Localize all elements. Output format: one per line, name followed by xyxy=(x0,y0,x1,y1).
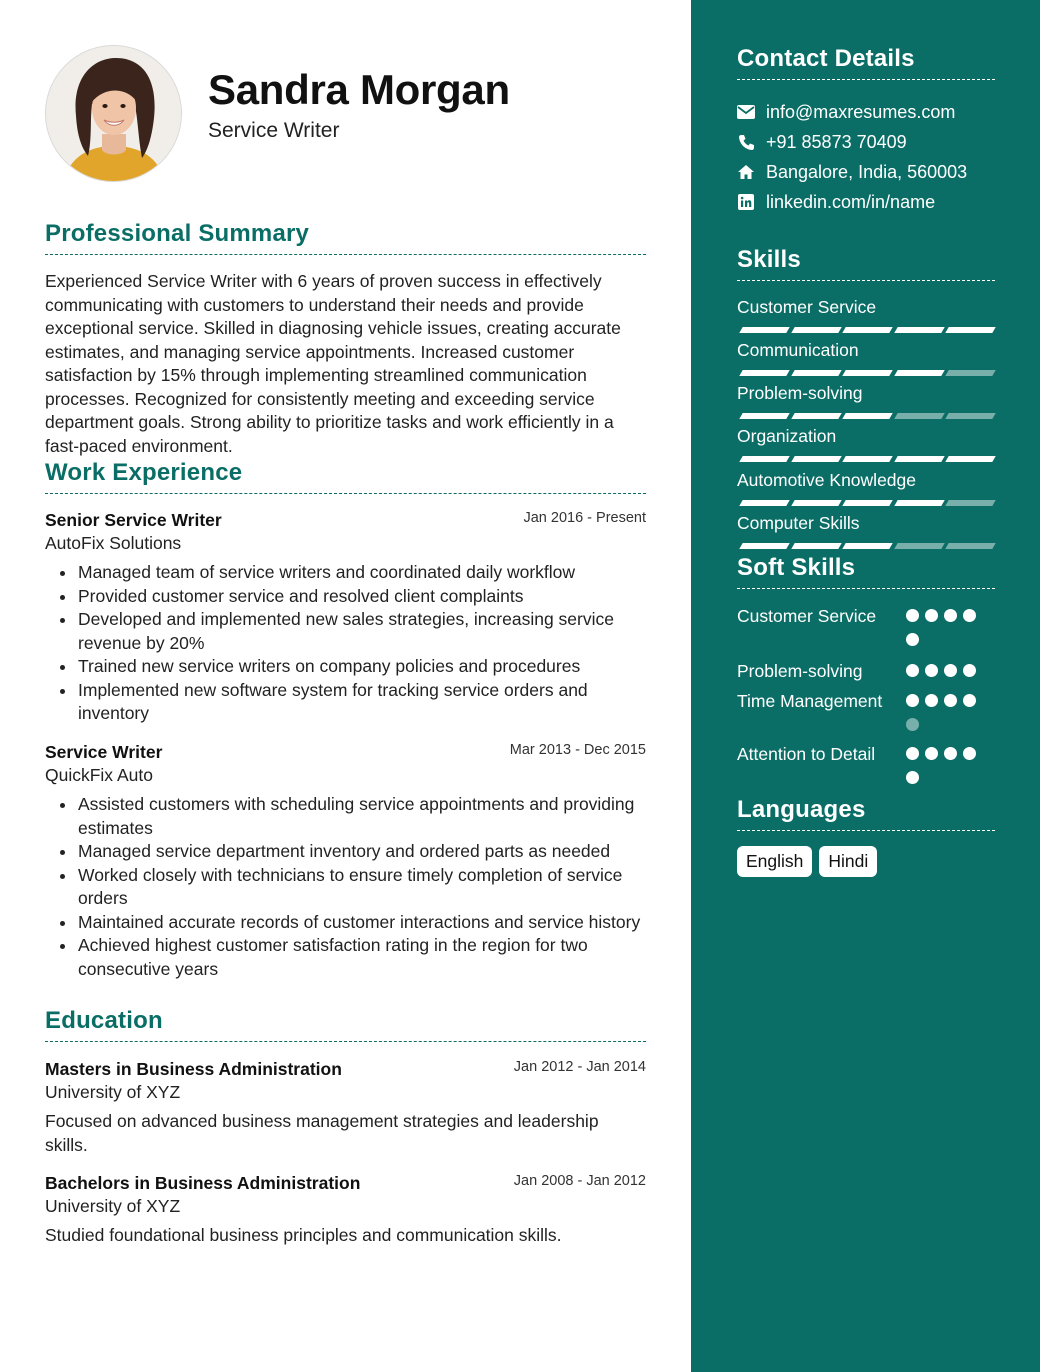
soft-skill-name: Problem-solving xyxy=(737,661,863,681)
skill-level-bar xyxy=(737,543,993,549)
candidate-name: Sandra Morgan xyxy=(208,66,510,113)
skill-name: Automotive Knowledge xyxy=(737,470,916,490)
skill-name: Organization xyxy=(737,426,837,446)
linkedin-icon xyxy=(737,193,755,211)
rating-dot xyxy=(906,747,919,760)
rating-dot xyxy=(963,694,976,707)
profile-photo xyxy=(45,45,182,182)
bullet-item: Managed service department inventory and ordered parts as needed xyxy=(45,840,646,864)
skill-level-segment xyxy=(791,543,841,549)
contact-linkedin-text: linkedin.com/in/name xyxy=(766,191,936,212)
rating-dot xyxy=(925,694,938,707)
contact-address-text: Bangalore, India, 560003 xyxy=(766,161,968,182)
section-title-contact: Contact Details xyxy=(737,45,995,80)
soft-skill-item xyxy=(737,742,993,792)
rating-dot xyxy=(963,664,976,677)
home-icon xyxy=(737,163,755,181)
skill-name: Customer Service xyxy=(737,297,877,317)
skill-level-segment xyxy=(894,543,944,549)
skill-level-bar xyxy=(737,370,993,376)
skill-name: Computer Skills xyxy=(737,513,860,533)
contact-email[interactable] xyxy=(737,100,955,124)
skill-item xyxy=(737,383,993,419)
skill-level-segment xyxy=(945,327,995,333)
job-company: QuickFix Auto xyxy=(45,765,153,785)
skill-level-segment xyxy=(791,500,841,506)
skill-level-segment xyxy=(842,327,892,333)
degree-title: Bachelors in Business Administration xyxy=(45,1173,361,1193)
section-title-languages: Languages xyxy=(737,796,995,831)
skill-level-segment xyxy=(739,543,789,549)
rating-dot xyxy=(944,747,957,760)
degree-school: University of XYZ xyxy=(45,1196,181,1216)
rating-dot xyxy=(944,694,957,707)
job-title: Senior Service Writer xyxy=(45,510,222,530)
skill-level-segment xyxy=(894,370,944,376)
skill-level-segment xyxy=(945,413,995,419)
skill-name: Communication xyxy=(737,340,859,360)
section-title-education: Education xyxy=(45,1007,646,1042)
skill-level-segment xyxy=(791,327,841,333)
degree-date: Jan 2008 - Jan 2012 xyxy=(513,1173,646,1189)
skill-level-bar xyxy=(737,327,993,333)
section-title-experience: Work Experience xyxy=(45,459,646,494)
degree-description: Studied foundational business principles and communication skills. xyxy=(45,1225,562,1245)
degree-date: Jan 2012 - Jan 2014 xyxy=(513,1059,646,1075)
skill-level-bar xyxy=(737,456,993,462)
phone-icon xyxy=(737,133,755,151)
rating-dot xyxy=(944,609,957,622)
skill-level-segment xyxy=(739,370,789,376)
soft-skill-item xyxy=(737,604,993,654)
section-title-summary: Professional Summary xyxy=(45,220,646,255)
job-date: Jan 2016 - Present xyxy=(523,510,646,526)
skill-level-segment xyxy=(791,413,841,419)
contact-address xyxy=(737,160,967,184)
sidebar xyxy=(691,0,1040,1372)
soft-skill-rating xyxy=(906,604,986,652)
job-bullets xyxy=(45,793,646,981)
skill-level-segment xyxy=(739,413,789,419)
skill-level-bar xyxy=(737,500,993,506)
bullet-item: Achieved highest customer satisfaction rating in the region for two consecutive years xyxy=(45,934,646,981)
candidate-role: Service Writer xyxy=(208,119,340,142)
skill-level-segment xyxy=(842,543,892,549)
contact-email-text: info@maxresumes.com xyxy=(766,101,956,122)
skill-level-segment xyxy=(739,327,789,333)
education-entry xyxy=(45,1059,646,1157)
bullet-item: Assisted customers with scheduling service appointments and providing estimates xyxy=(45,793,646,840)
skill-level-segment xyxy=(894,327,944,333)
skill-level-segment xyxy=(945,543,995,549)
rating-dot xyxy=(906,664,919,677)
summary-text: Experienced Service Writer with 6 years of proven success in effectively communicating with customers to understand their needs and provide exceptional service. Skilled in diagnosing vehicle issues, creating accurate estimates, and managing service appointments. Increased customer satisfaction by 15% through implementing streamlined communication processes. Recognized for consistently meeting and exceeding service department goals. Strong ability to prioritize tasks and work efficiently in a fast-paced environment. xyxy=(45,271,621,456)
degree-school: University of XYZ xyxy=(45,1082,181,1102)
rating-dot xyxy=(906,771,919,784)
bullet-item: Trained new service writers on company policies and procedures xyxy=(45,655,646,679)
skill-level-segment xyxy=(842,370,892,376)
soft-skill-rating xyxy=(906,689,986,737)
skill-item xyxy=(737,297,993,333)
job-company: AutoFix Solutions xyxy=(45,533,182,553)
language-tags xyxy=(737,846,877,877)
skill-item xyxy=(737,470,993,506)
section-title-skills: Skills xyxy=(737,246,995,281)
language-tag: Hindi xyxy=(819,846,877,877)
bullet-item: Maintained accurate records of customer interactions and service history xyxy=(45,911,646,935)
skill-level-segment xyxy=(791,370,841,376)
rating-dot xyxy=(925,609,938,622)
soft-skill-name: Attention to Detail xyxy=(737,744,876,764)
skill-level-segment xyxy=(894,413,944,419)
skill-level-segment xyxy=(842,413,892,419)
skill-level-segment xyxy=(791,456,841,462)
rating-dot xyxy=(963,609,976,622)
skill-level-segment xyxy=(842,500,892,506)
soft-skill-name: Customer Service xyxy=(737,606,877,626)
experience-entry xyxy=(45,510,646,726)
skill-level-segment xyxy=(945,456,995,462)
language-tag: English xyxy=(737,846,812,877)
experience-entry xyxy=(45,742,646,981)
bullet-item: Worked closely with technicians to ensure timely completion of service orders xyxy=(45,864,646,911)
soft-skill-item xyxy=(737,659,993,685)
soft-skill-name: Time Management xyxy=(737,691,883,711)
skill-level-segment xyxy=(945,500,995,506)
degree-description: Focused on advanced business management strategies and leadership skills. xyxy=(45,1111,599,1155)
person-portrait-icon xyxy=(46,46,182,182)
rating-dot xyxy=(906,609,919,622)
skill-level-segment xyxy=(894,456,944,462)
rating-dot xyxy=(963,747,976,760)
skill-level-segment xyxy=(842,456,892,462)
skill-item xyxy=(737,513,993,549)
contact-linkedin[interactable] xyxy=(737,190,935,214)
soft-skill-item xyxy=(737,689,993,739)
skill-level-bar xyxy=(737,413,993,419)
bullet-item: Implemented new software system for tracking service orders and inventory xyxy=(45,679,646,726)
rating-dot xyxy=(944,664,957,677)
contact-phone[interactable] xyxy=(737,130,907,154)
skill-item xyxy=(737,426,993,462)
skill-name: Problem-solving xyxy=(737,383,863,403)
contact-phone-text: +91 85873 70409 xyxy=(766,131,907,152)
rating-dot xyxy=(906,633,919,646)
job-title: Service Writer xyxy=(45,742,163,762)
job-date: Mar 2013 - Dec 2015 xyxy=(509,742,646,758)
degree-title: Masters in Business Administration xyxy=(45,1059,342,1079)
bullet-item: Provided customer service and resolved client complaints xyxy=(45,585,646,609)
envelope-icon xyxy=(737,103,755,121)
skill-level-segment xyxy=(739,456,789,462)
rating-dot xyxy=(925,664,938,677)
rating-dot xyxy=(906,694,919,707)
soft-skill-rating xyxy=(906,742,986,790)
skill-item xyxy=(737,340,993,376)
skill-level-segment xyxy=(945,370,995,376)
section-title-soft-skills: Soft Skills xyxy=(737,554,995,589)
education-entry xyxy=(45,1173,646,1248)
job-bullets xyxy=(45,561,646,726)
bullet-item: Managed team of service writers and coordinated daily workflow xyxy=(45,561,646,585)
bullet-item: Developed and implemented new sales strategies, increasing service revenue by 20% xyxy=(45,608,646,655)
skill-level-segment xyxy=(739,500,789,506)
rating-dot xyxy=(906,718,919,731)
skill-level-segment xyxy=(894,500,944,506)
rating-dot xyxy=(925,747,938,760)
